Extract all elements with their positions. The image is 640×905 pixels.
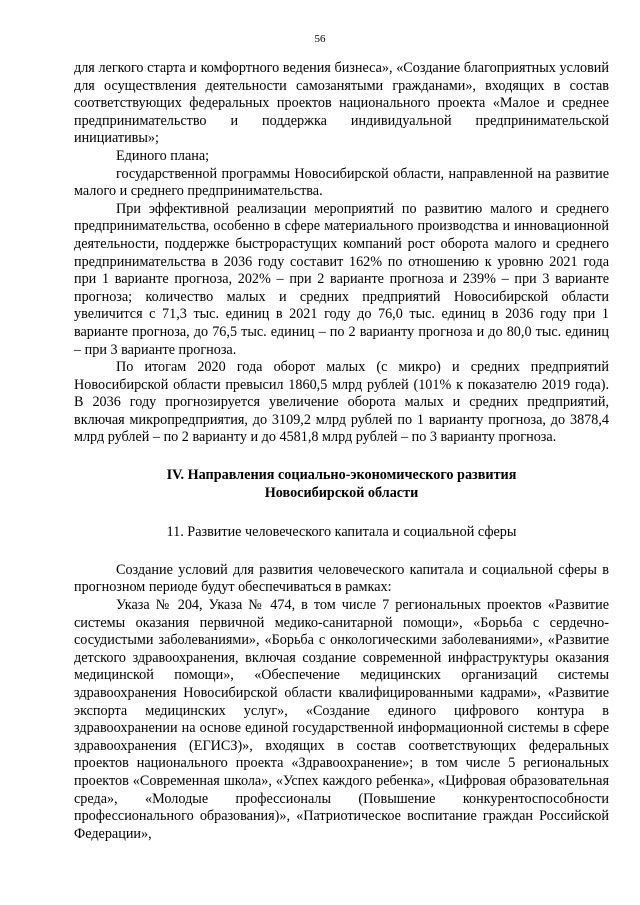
paragraph: По итогам 2020 года оборот малых (с микро) и средних предприятий Новосибирской области превысил 1860,5 млрд рублей (101% к показателю 2019 года). В 2036 году прогнозируется увеличение оборота малых и средних предприятий, включая микропредприятия, до 3109,2 млрд рублей по 1 варианту прогноза, до 3878,4 млрд рублей – по 2 варианту и до 4581,8 млрд рублей – по 3 варианту прогноза. — [74, 359, 609, 446]
paragraph: При эффективной реализации мероприятий по развитию малого и среднего предпринимательства, особенно в сфере материального производства и инновационной деятельности, поддержке быстрорастущих компаний рост оборота малого и среднего предпринимательства в 2036 году составит 162% по отношению к уровню 2021 года при 1 варианте прогноза, 202% – при 2 варианте прогноза и 239% – при 3 варианте прогноза; количество малых и средних предприятий Новосибирской области увеличится с 71,3 тыс. единиц в 2021 году до 76,0 тыс. единиц в 2036 году при 1 варианте прогноза, до 76,5 тыс. единиц – по 2 варианту прогноза и до 80,0 тыс. единиц – при 3 варианте прогноза. — [74, 200, 609, 358]
subsection-heading: 11. Развитие человеческого капитала и социальной сферы — [166, 524, 517, 541]
paragraph: Создание условий для развития человеческого капитала и социальной сферы в прогнозном периоде будут обеспечиваться в рамках: — [74, 561, 609, 596]
section-heading — [74, 467, 609, 502]
paragraph: для легкого старта и комфортного ведения бизнеса», «Создание благоприятных условий для осуществления деятельности самозанятыми гражданами», входящих в состав соответствующих федеральных проектов национального проекта «Малое и среднее предпринимательство и поддержка индивидуальной предпринимательской инициативы»; — [74, 60, 609, 147]
paragraph: государственной программы Новосибирской области, направленной на развитие малого и среднего предпринимательства. — [74, 165, 609, 200]
section-heading-line1: IV. Направления социально-экономического развития — [166, 467, 517, 484]
section-heading-line2: Новосибирской области — [264, 484, 419, 501]
page-content — [74, 60, 609, 843]
page-number: 56 — [314, 33, 326, 45]
paragraph: Указа № 204, Указа № 474, в том числе 7 региональных проектов «Развитие системы оказания первичной медико-санитарной помощи», «Борьба с сердечно-сосудистыми заболеваниями», «Борьба с онкологическими заболеваниями», «Развитие детского здравоохранения, включая создание современной инфраструктуры оказания медицинской помощи», «Обеспечение медицинских организаций системы здравоохранения Новосибирской области квалифицированными кадрами», «Развитие экспорта медицинских услуг», «Создание единого цифрового контура в здравоохранении на основе единой государственной информационной системы в сфере здравоохранения (ЕГИСЗ)», входящих в состав соответствующих федеральных проектов национального проекта «Здравоохранение»; в том числе 5 региональных проектов «Современная школа», «Успех каждого ребенка», «Цифровая образовательная среда», «Молодые профессионалы (Повышение конкурентоспособности профессионального образования)», «Патриотическое воспитание граждан Российской Федерации», — [74, 597, 609, 842]
paragraph: Единого плана; — [116, 147, 210, 164]
